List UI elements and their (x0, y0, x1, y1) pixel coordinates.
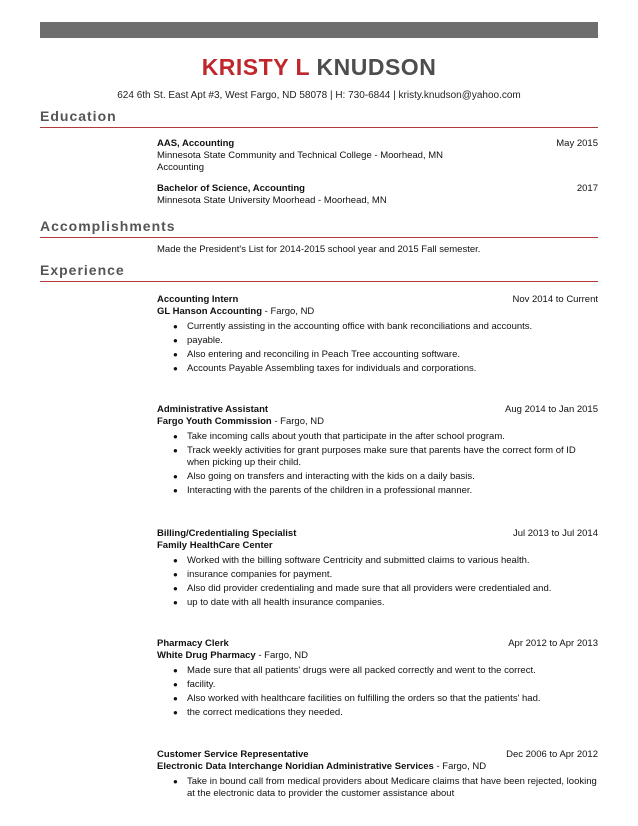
job-entry (157, 404, 598, 499)
job-dates: Jul 2013 to Jul 2014 (512, 528, 598, 539)
candidate-name (0, 54, 638, 81)
accomplishments-section (40, 218, 598, 238)
job-bullet: ● Also going on transfers and interacting with the kids on a daily basis. (165, 471, 598, 483)
section-divider (40, 127, 598, 128)
job-bullet: ● payable. (165, 335, 598, 347)
education-entry (157, 138, 598, 174)
job-bullet: ● facility. (165, 679, 598, 691)
job-dates: Dec 2006 to Apr 2012 (506, 749, 598, 760)
degree: AAS, Accounting (157, 138, 235, 149)
section-title-experience: Experience (40, 262, 125, 278)
job-location: - Fargo, ND (271, 416, 324, 427)
school: Minnesota State Community and Technical College - Moorhead, MN (157, 150, 444, 161)
section-title-education: Education (40, 108, 117, 124)
job-bullet: ● Interacting with the parents of the children in a professional manner. (165, 485, 598, 497)
job-bullet: ● Track weekly activities for grant purposes make sure that parents have the correct form of ID when picking up their child. (165, 445, 598, 469)
job-bullet: ● Worked with the billing software Centricity and submitted claims to various health. (165, 555, 598, 567)
contact-line: 624 6th St. East Apt #3, West Fargo, ND 58078 | H: 730-6844 | kristy.knudson@yahoo.com (117, 90, 521, 101)
job-bullet: ● Also worked with healthcare facilities on fulfilling the orders so that the patients' had. (165, 693, 598, 705)
top-banner-bar (40, 22, 598, 38)
job-title: Customer Service Representative (157, 749, 309, 760)
section-divider (40, 237, 598, 238)
education-section (40, 108, 598, 128)
graduation-date: 2017 (576, 183, 598, 194)
job-entry (157, 528, 598, 611)
education-entry (157, 183, 598, 207)
job-bullet: ● Accounts Payable Assembling taxes for individuals and corporations. (165, 363, 598, 375)
employer: White Drug Pharmacy (157, 650, 256, 661)
job-bullet: ● Take incoming calls about youth that participate in the after school program. (165, 431, 598, 443)
job-bullet: ● Made sure that all patients' drugs were all packed correctly and went to the correct. (165, 665, 598, 677)
last-name: KNUDSON (316, 54, 437, 80)
job-bullet: ● the correct medications they needed. (165, 707, 598, 719)
job-location: - Fargo, ND (255, 650, 308, 661)
section-divider (40, 281, 598, 282)
job-dates: Apr 2012 to Apr 2013 (508, 638, 598, 649)
accomplishment-text: Made the President's List for 2014-2015 school year and 2015 Fall semester. (157, 244, 481, 255)
job-bullet: ● Also did provider credentialing and made sure that all providers were credentialed and. (165, 583, 598, 595)
first-name: KRISTY L (201, 54, 310, 80)
job-entry (157, 749, 598, 802)
major: Accounting (157, 162, 205, 173)
employer: Family HealthCare Center (157, 540, 273, 551)
job-bullet: ● Also entering and reconciling in Peach Tree accounting software. (165, 349, 598, 361)
employer: GL Hanson Accounting (157, 306, 263, 317)
job-dates: Nov 2014 to Current (512, 294, 598, 305)
school: Minnesota State University Moorhead - Moorhead, MN (157, 195, 387, 206)
job-bullet: ● up to date with all health insurance companies. (165, 597, 598, 609)
job-dates: Aug 2014 to Jan 2015 (505, 404, 598, 415)
graduation-date: May 2015 (556, 138, 598, 149)
job-bullet: ● insurance companies for payment. (165, 569, 598, 581)
job-title: Administrative Assistant (157, 404, 269, 415)
section-title-accomplishments: Accomplishments (40, 218, 176, 234)
job-bullet: ● Take in bound call from medical providers about Medicare claims that have been rejected, looking at the electronic data to provider the customer assistance about (165, 776, 598, 800)
job-title: Pharmacy Clerk (157, 638, 229, 649)
job-title: Billing/Credentialing Specialist (157, 528, 297, 539)
experience-section (40, 262, 598, 282)
job-location: - Fargo, ND (262, 306, 315, 317)
degree: Bachelor of Science, Accounting (157, 183, 305, 194)
job-title: Accounting Intern (157, 294, 239, 305)
job-bullet: ● Currently assisting in the accounting office with bank reconciliations and accounts. (165, 321, 598, 333)
job-location: - Fargo, ND (433, 761, 487, 772)
employer: Fargo Youth Commission (157, 416, 272, 427)
job-entry (157, 638, 598, 721)
employer: Electronic Data Interchange Noridian Administrative Services (157, 761, 434, 772)
job-entry (157, 294, 598, 377)
